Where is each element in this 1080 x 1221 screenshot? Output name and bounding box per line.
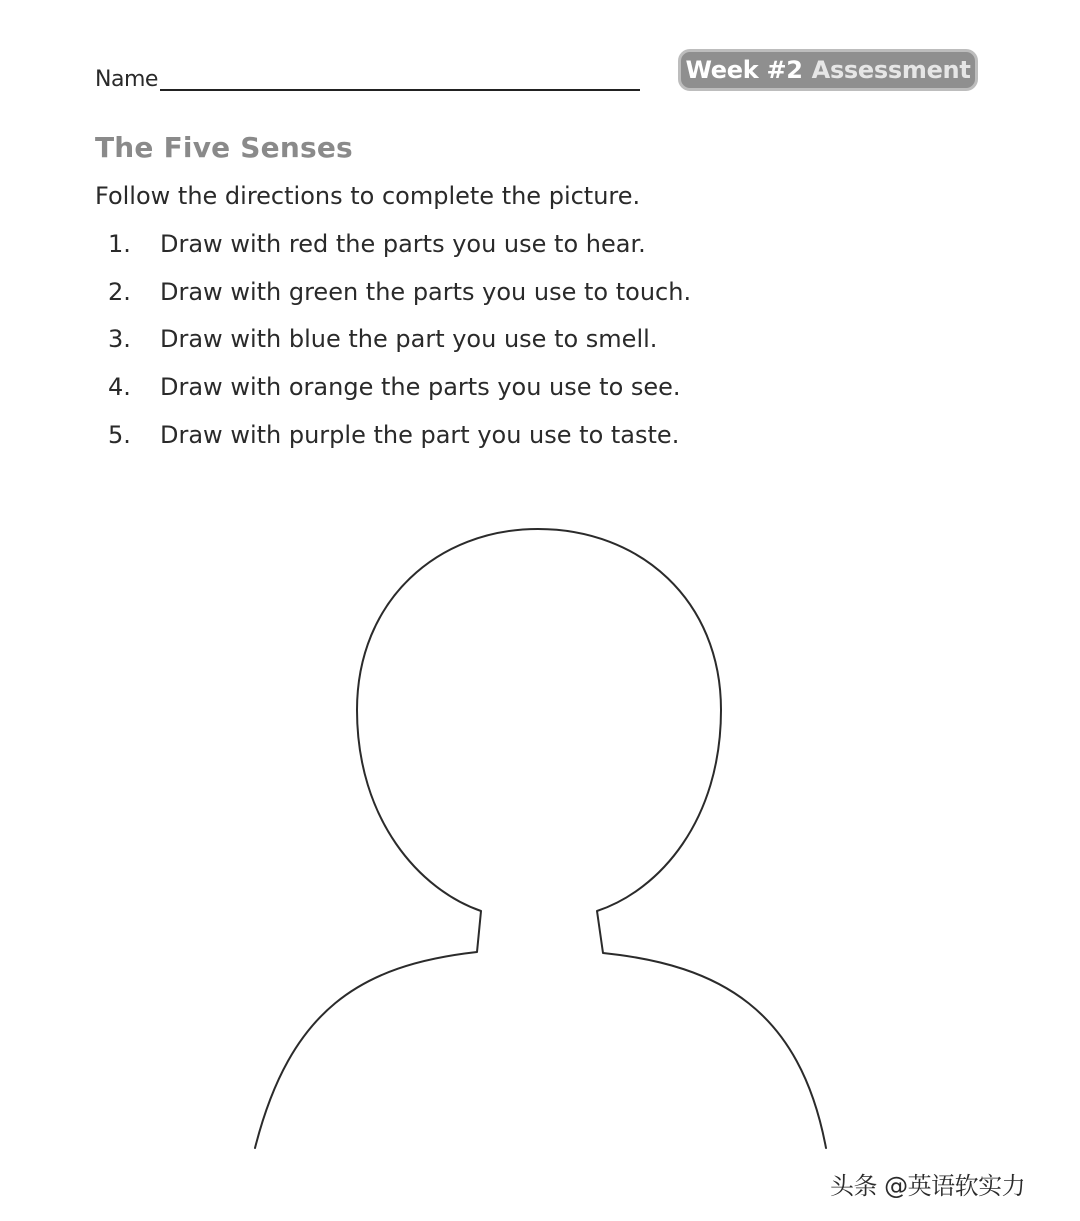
name-input-line[interactable] xyxy=(160,89,640,91)
step-text: Draw with red the parts you use to hear. xyxy=(160,230,646,258)
steps-list xyxy=(108,230,691,468)
step-item xyxy=(108,373,691,421)
silhouette-path xyxy=(255,529,826,1148)
step-item xyxy=(108,325,691,373)
step-text: Draw with purple the part you use to taste. xyxy=(160,420,680,449)
worksheet-title: The Five Senses xyxy=(95,131,353,164)
directions-text: Follow the directions to complete the picture. xyxy=(95,182,641,210)
step-item xyxy=(108,278,691,326)
step-number: 1. xyxy=(108,230,131,258)
step-number: 2. xyxy=(108,277,131,306)
step-item xyxy=(108,421,691,469)
step-item xyxy=(108,230,691,278)
name-label: Name xyxy=(95,67,158,92)
step-number: 5. xyxy=(108,420,131,449)
name-field-row xyxy=(95,66,640,94)
badge-week-text: Week #2 xyxy=(685,56,803,84)
step-number: 3. xyxy=(108,325,131,354)
source-watermark: 头条 @英语软实力 xyxy=(830,1172,1026,1200)
badge-assessment-text: Assessment xyxy=(811,56,971,84)
step-text: Draw with green the parts you use to touch. xyxy=(160,277,692,306)
step-number: 4. xyxy=(108,373,131,402)
step-text: Draw with blue the part you use to smell. xyxy=(160,325,658,354)
step-text: Draw with orange the parts you use to see. xyxy=(160,373,681,402)
week-assessment-badge xyxy=(678,49,978,91)
